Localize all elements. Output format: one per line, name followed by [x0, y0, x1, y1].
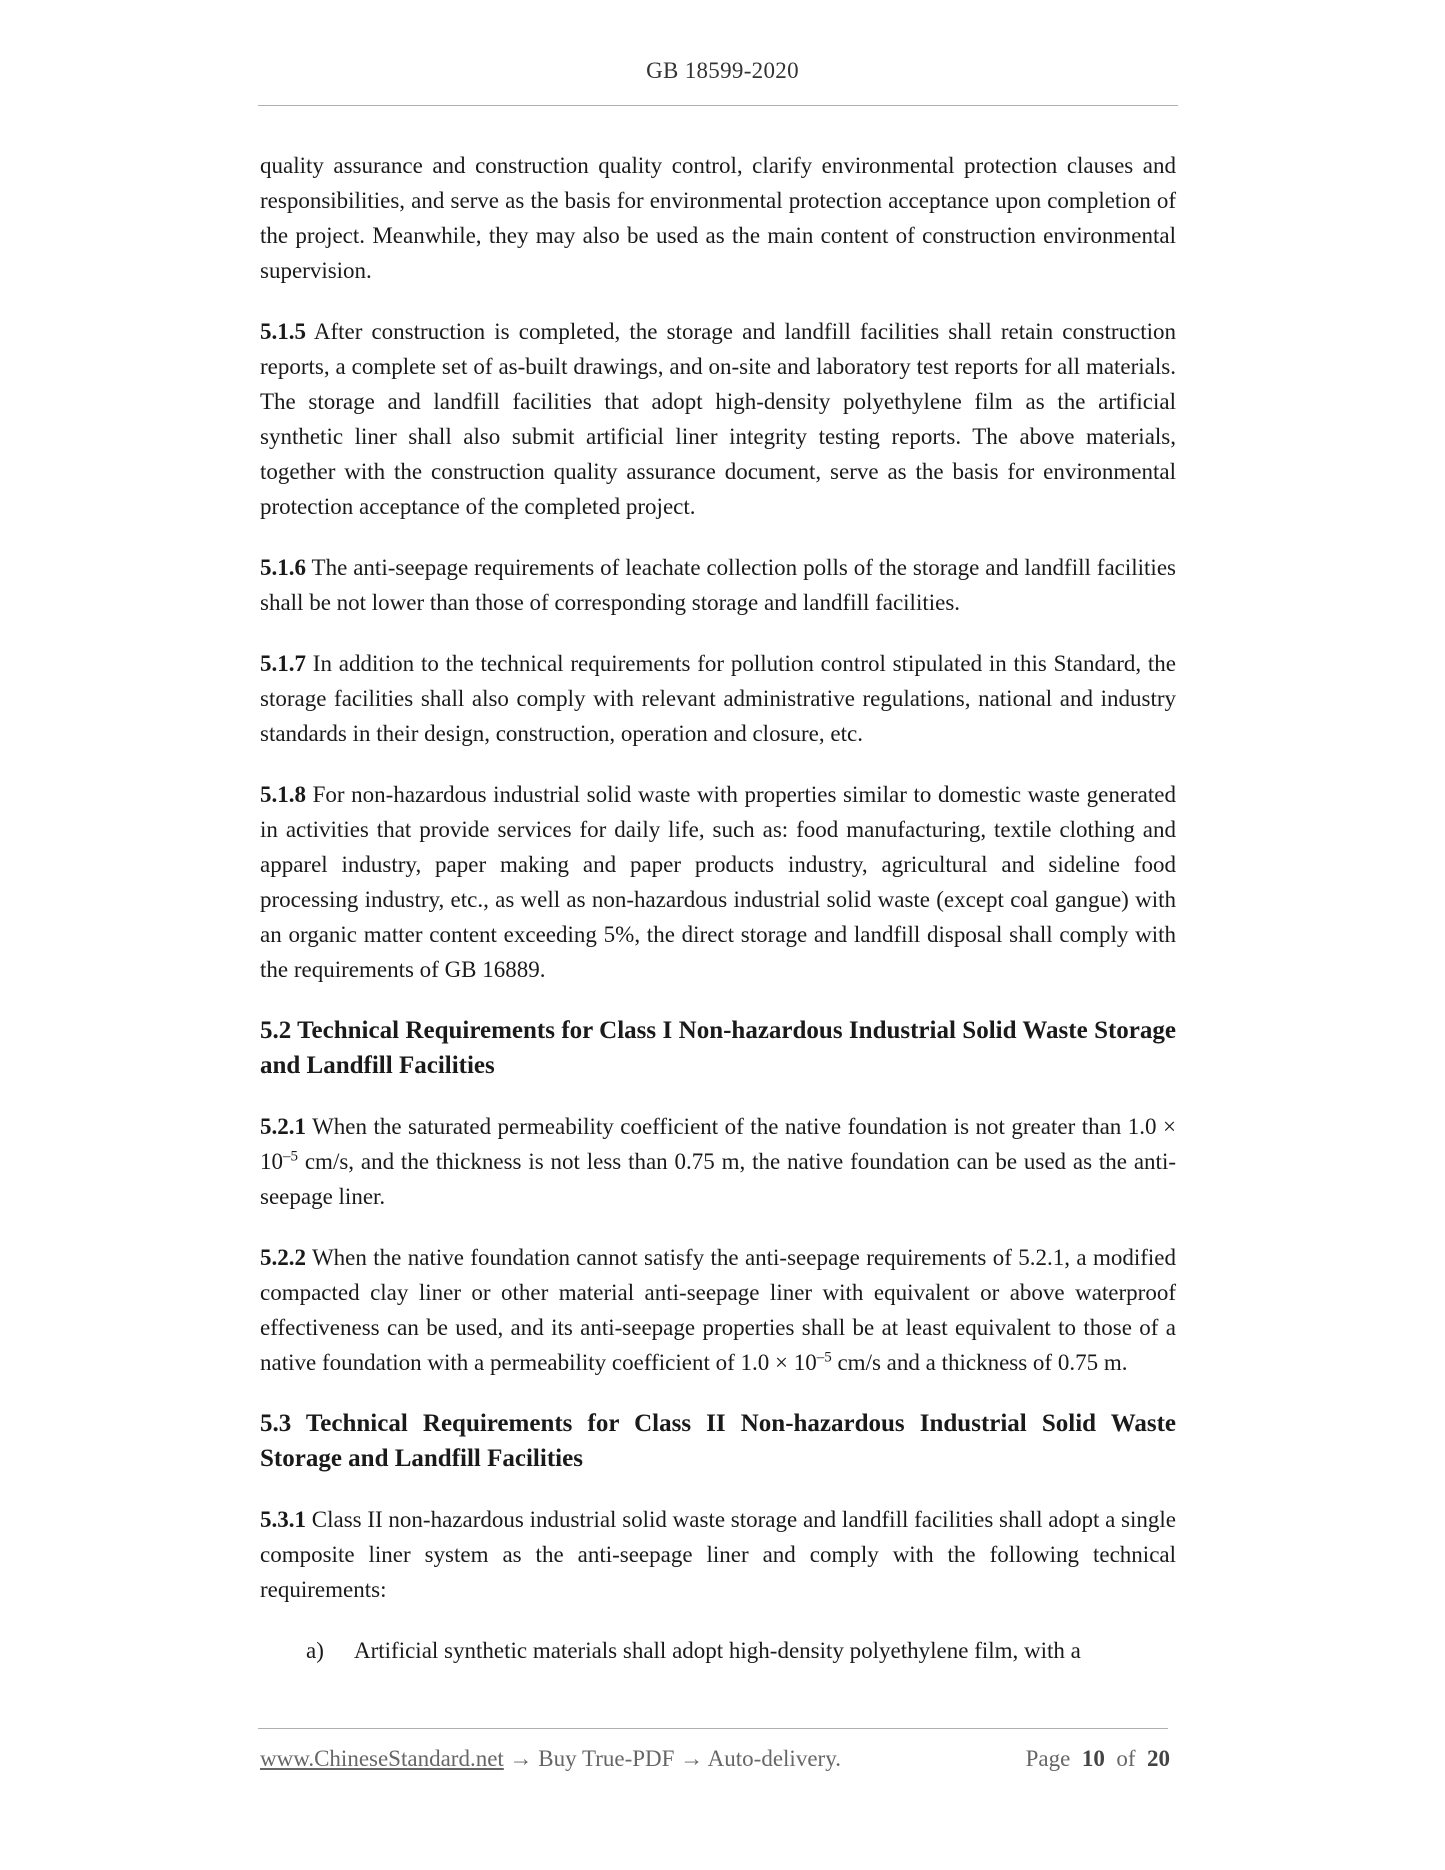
- footer-promo: [260, 1746, 841, 1772]
- clause-text: After construction is completed, the storage and landfill facilities shall retain construction reports, a complete set of as-built drawings, and on-site and laboratory test reports for all materials. The storage and landfill facilities that adopt high-density polyethylene film as the artificial synthetic liner shall also submit artificial liner integrity testing reports. The above materials, together with the construction quality assurance document, serve as the basis for environmental protection acceptance of the completed project.: [260, 319, 1176, 519]
- footer-divider: [258, 1728, 1168, 1729]
- page-content: [260, 148, 1176, 1668]
- of-label: of: [1116, 1746, 1136, 1771]
- clause-number: 5.3.1: [260, 1507, 306, 1532]
- intro-paragraph: quality assurance and construction quality control, clarify environmental protection clauses and responsibilities, and serve as the basis for environmental protection acceptance upon completion of the project. Meanwhile, they may also be used as the main content of construction environmental supervision.: [260, 153, 1176, 283]
- list-item-text: Artificial synthetic materials shall adopt high-density polyethylene film, with a: [354, 1638, 1081, 1663]
- clause-number: 5.2.2: [260, 1245, 306, 1270]
- clause-number: 5.1.6: [260, 555, 306, 580]
- clause-text-continued: cm/s and a thickness of 0.75 m.: [831, 1350, 1128, 1375]
- section-heading-5-3: 5.3 Technical Requirements for Class II Non-hazardous Industrial Solid Waste Storage and Landfill Facilities: [260, 1410, 1176, 1472]
- clause-text-continued: cm/s, and the thickness is not less than 0.75 m, the native foundation can be used as the anti-seepage liner.: [260, 1149, 1176, 1209]
- clause-text: For non-hazardous industrial solid waste with properties similar to domestic waste generated in activities that provide services for daily life, such as: food manufacturing, textile clothing and apparel industry, paper making and paper products industry, agricultural and sideline food processing industry, etc., as well as non-hazardous industrial solid waste (except coal gangue) with an organic matter content exceeding 5%, the direct storage and landfill disposal shall comply with the requirements of GB 16889.: [260, 782, 1176, 982]
- clause-5-2-2: [260, 1240, 1176, 1380]
- auto-delivery-text: Auto-delivery.: [707, 1746, 841, 1771]
- list-item-a: [260, 1633, 1176, 1668]
- exponent: –5: [816, 1349, 832, 1366]
- section-heading-5-2: 5.2 Technical Requirements for Class I Non-hazardous Industrial Solid Waste Storage and Landfill Facilities: [260, 1017, 1176, 1079]
- clause-5-1-5: [260, 314, 1176, 524]
- clause-text: When the native foundation cannot satisfy the anti-seepage requirements of 5.2.1, a modified compacted clay liner or other material anti-seepage liner with equivalent or above waterproof effectiveness can be used, and its anti-seepage properties shall be at least equivalent to those of a native foundation with a permeability coefficient of 1.0 × 10: [260, 1245, 1176, 1375]
- page-label: Page: [1025, 1746, 1071, 1771]
- clause-5-1-6: [260, 550, 1176, 620]
- clause-text: Class II non-hazardous industrial solid waste storage and landfill facilities shall adopt a single composite liner system as the anti-seepage liner and comply with the following technical requirements:: [260, 1507, 1176, 1602]
- clause-text: The anti-seepage requirements of leachate collection polls of the storage and landfill facilities shall be not lower than those of corresponding storage and landfill facilities.: [260, 555, 1176, 615]
- clause-number: 5.2.1: [260, 1114, 306, 1139]
- clause-5-1-7: [260, 646, 1176, 751]
- exponent: –5: [283, 1148, 298, 1165]
- document-header: GB 18599-2020: [646, 58, 799, 83]
- list-marker: a): [306, 1638, 324, 1663]
- header-divider: [258, 105, 1178, 106]
- page-indicator: [1026, 1746, 1170, 1772]
- clause-text: In addition to the technical requirements for pollution control stipulated in this Standard, the storage facilities shall also comply with relevant administrative regulations, national and industry standards in their design, construction, operation and closure, etc.: [260, 651, 1176, 746]
- page-total: 20: [1147, 1746, 1170, 1771]
- page-number: 10: [1081, 1746, 1105, 1771]
- clause-number: 5.1.5: [260, 319, 306, 344]
- arrow-right-icon: →: [503, 1746, 539, 1771]
- clause-5-2-1: [260, 1109, 1176, 1214]
- buy-pdf-text: Buy True-PDF: [538, 1746, 675, 1771]
- clause-5-1-8: [260, 777, 1176, 987]
- clause-number: 5.1.7: [260, 651, 306, 676]
- arrow-right-icon: →: [674, 1746, 708, 1771]
- clause-text: When the saturated permeability coefficient of the native foundation is not greater than 1.0 × 10: [260, 1114, 1176, 1174]
- clause-number: 5.1.8: [260, 782, 306, 807]
- clause-5-3-1: [260, 1502, 1176, 1607]
- website-link[interactable]: www.ChineseStandard.net: [260, 1746, 504, 1771]
